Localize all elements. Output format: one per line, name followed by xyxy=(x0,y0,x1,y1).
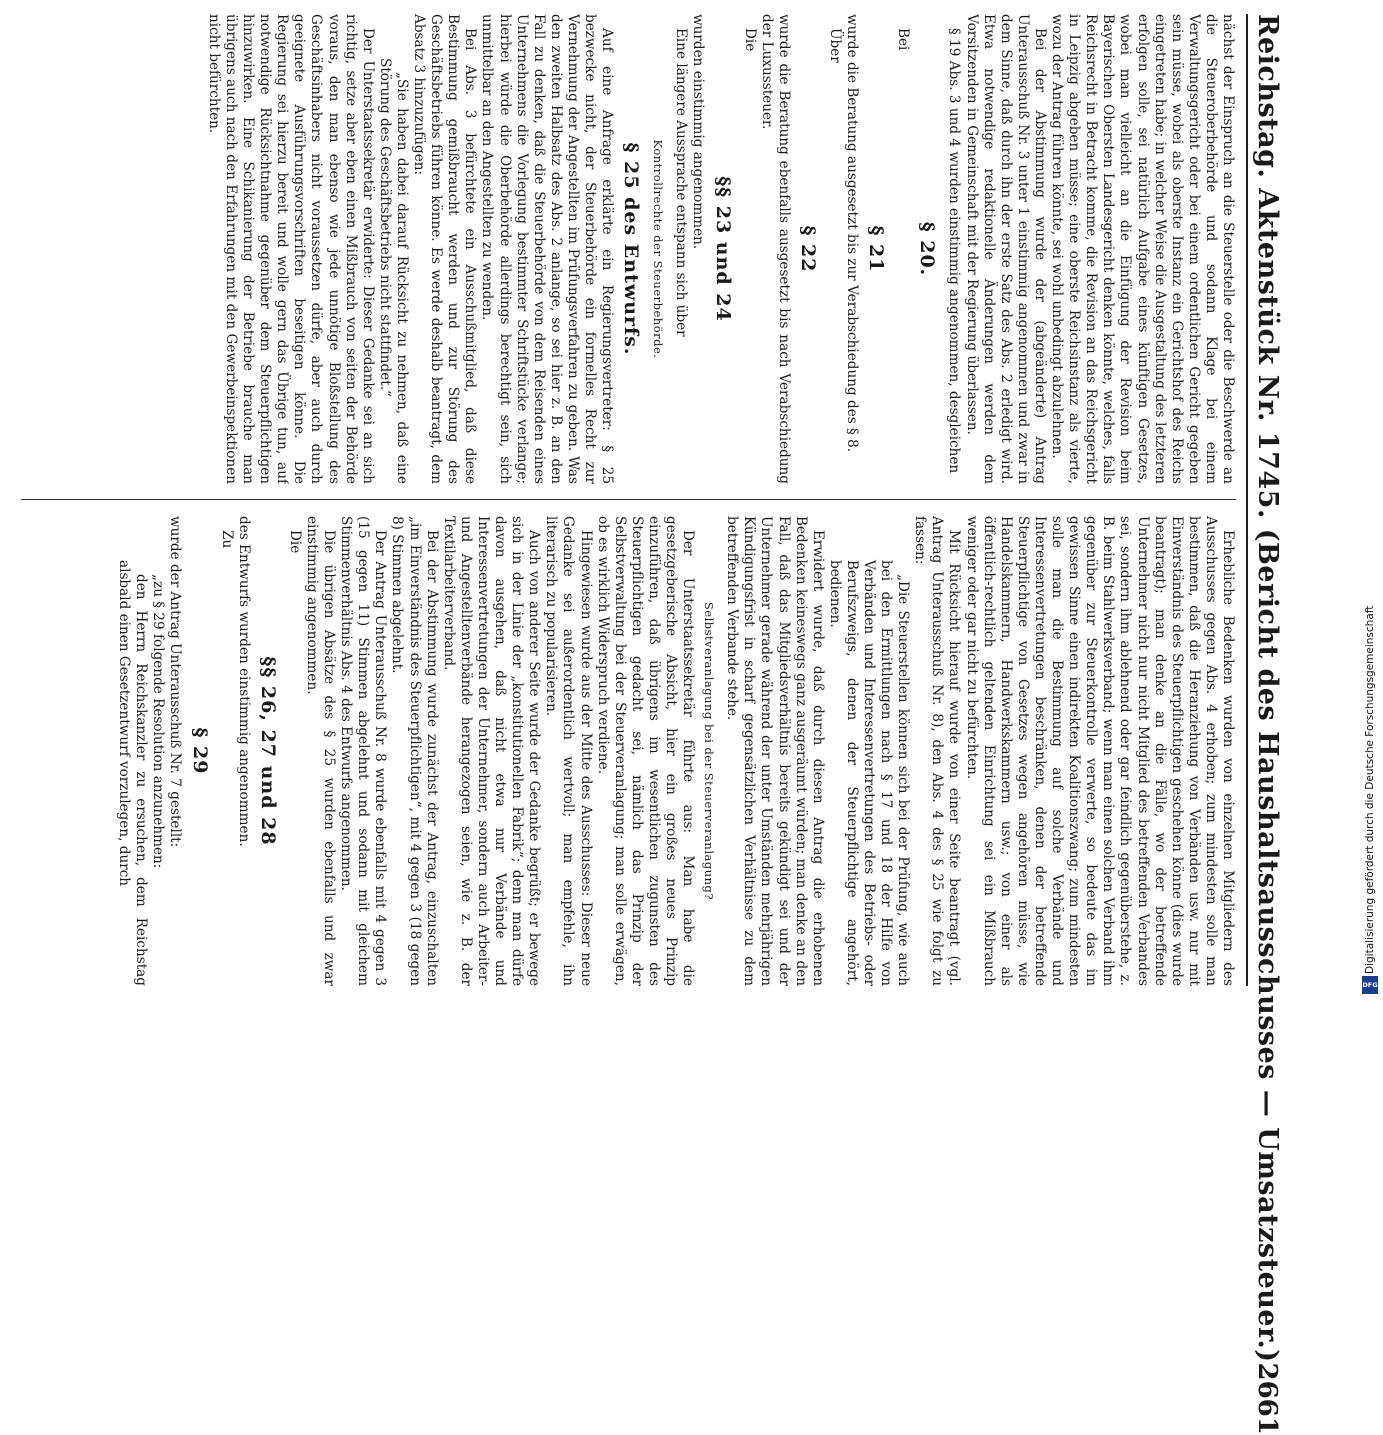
paragraph: Der Unterstaatssekretär führte aus: Man habe die gesetzgeberische Absicht, hier ein großes neues Prinzip einzuführen, daß übrigens im wesentlichen zugunsten des Steuerpflichtigen gedacht sei, nämlich das Prinzip der Selbstverwaltung bei der Steuerveranlagung; man solle erwägen, ob es wirklich Widerspruch verdiene. xyxy=(594,516,697,986)
subsection-heading: Selbstveranlagung bei der Steuerveranlagung? xyxy=(702,601,717,901)
paragraph: Bei xyxy=(895,28,912,51)
column-divider xyxy=(21,499,1236,500)
paragraph: Die xyxy=(741,28,758,52)
paragraph: Auf eine Anfrage erklärte ein Regierungsvertreter: § 25 bezwecke nicht, der Steuerbehörde ein formelles Recht zur Vernehmung der Angestellten im Prüfungsverfahren zu geben. Was den zweiten Halbsatz des Abs. 2 anlange, so sei hier z. B. an den Fall zu denken, daß die Steuerbehörde von dem Reisenden eines Unternehmens die Vorlegung bestimmter Schriftstücke verlange; hierbei würde die Oberbehörde allerdings berechtigt sein, sich unmittelbar an den Angestellten zu wenden. xyxy=(479,14,616,484)
paragraph: Mit Rücksicht hierauf wurde von einer Seite beantragt (vgl. Antrag Unterausschuß Nr. 8), den Abs. 4 des § 25 wie folgt zu fassen: xyxy=(912,516,963,986)
paragraph: Bei Abs. 3 befürchtete ein Ausschußmitglied, daß diese Bestimmung gemißbraucht werden und zur Störung des Geschäftsbetriebs führen könne. Es werde deshalb beantragt, dem Absatz 3 hinzuzufügen: xyxy=(411,14,479,484)
paragraph: Zu xyxy=(218,530,235,549)
quoted-resolution: „zu § 29 folgende Resolution anzunehmen: xyxy=(150,574,167,869)
paragraph: Hingewiesen wurde aus der Mitte des Ausschusses: Dieser neue Gedanke sei außerordentlich wertvoll; man empfehle, ihn literarisch zu popularisieren. xyxy=(543,516,594,986)
paragraph: Die xyxy=(286,530,303,554)
quoted-amendment: „Die Steuerstellen können sich bei der Prüfung, wie auch bei den Ermittlungen nach § 17 und 18 der Hilfe von Verbänden und Interessenvertretungen des Betriebs- oder Berufszweigs, denen der Steuerpflichtige angehört, bedienen. xyxy=(826,560,912,986)
credit-text: Digitalisierung gefördert durch die Deutsche Forschungsgemeinschaft xyxy=(1364,605,1376,974)
paragraph: § 19 Abs. 3 und 4 wurden einstimmig angenommen, desgleichen xyxy=(946,28,963,474)
paragraph: Auch von anderer Seite wurde der Gedanke begrüßt; er bewege sich in der Linie der „konstitutionellen Fabrik“; denn man dürfe davon ausgehen, daß nicht etwa nur Verbände und Interessenvertretungen der Unternehmer, sondern auch Arbeiter- und Angestelltenverbände herangezogen seien, wie z. B. der Textilarbeiterverband. xyxy=(440,516,543,986)
section-heading: § 29 xyxy=(188,727,211,775)
section-heading: §§ 23 und 24 xyxy=(711,176,734,322)
paragraph: wurde die Beratung ausgesetzt bis zur Verabschiedung des § 8. xyxy=(844,14,861,453)
section-heading: § 25 des Entwurfs. xyxy=(620,142,643,356)
section-heading: §§ 26, 27 und 28 xyxy=(256,656,279,846)
paragraph: Über xyxy=(827,28,844,63)
header-title: Reichstag. Aktenstück Nr. 1745. (Bericht des Haushaltsausschusses — Umsatzsteuer.) xyxy=(1252,14,1283,1363)
paragraph: Der Unterstaatssekretär erwiderte: Dieser Gedanke sei an sich richtig, setze aber eben einen Mißbrauch von seiten der Behörde voraus, den man ebenso wie jede unnötige Bloßstellung des Geschäftsinhabers nicht voraussetzen dürfe, aber auch durch geeignete Ausführungsvorschriften beseitigen könne. Die Regierung sei hierzu bereit und wolle gern das Übrige tun, auf notwendige Rücksichtnahme gegenüber dem Steuerpflichtigen hinzuwirken. Eine Schikanierung der Betriebe brauche man übrigens auch nach den Erfahrungen mit den Gewerbeinspektionen nicht befürchten. xyxy=(205,14,376,484)
paragraph: Bei der Abstimmung wurde der (abgeänderte) Antrag Unterausschuß Nr. 3 unter 1 einstimmig angenommen und zwar in dem Sinne, daß durch ihn der erste Satz des Abs. 2 erledigt wird. Etwa notwendige redaktionelle Änderungen werden dem Vorsitzenden in Gemeinschaft mit der Regierung überlassen. xyxy=(963,14,1048,484)
paragraph: Bei der Abstimmung wurde zunächst der Antrag, einzuschalten „im Einverständnis des Steuerpflichtigen“, mit 4 gegen 3 (18 gegen 8) Stimmen abgelehnt. xyxy=(389,516,440,986)
paragraph: Die übrigen Absätze des § 25 wurden ebenfalls und zwar einstimmig angenommen. xyxy=(304,516,338,986)
paragraph: wurden einstimmig angenommen. xyxy=(690,14,707,250)
digitization-credit xyxy=(1362,602,1378,994)
quoted-amendment: „Sie haben dabei darauf Rücksicht zu nehmen, daß eine Störung des Geschäftsbetriebs nicht stattfindet.“ xyxy=(376,58,410,484)
paragraph: Eine längere Aussprache entspann sich über xyxy=(673,28,690,337)
section-heading: § 21 xyxy=(865,225,888,273)
section-heading: § 20. xyxy=(916,221,939,277)
right-column xyxy=(11,516,1236,986)
paragraph: wurde der Antrag Unterausschuß Nr. 7 gestellt: xyxy=(167,516,184,848)
paragraph: nächst der Einspruch an die Steuerstelle oder die Beschwerde an die Steueroberbehörde und sodann Klage bei einem Verwaltungsgericht oder bei einem ordentlichen Gericht gegeben sein müsse, wobei als oberste Instanz ein Gerichtshof des Reichs eingetreten habe; in welcher Weise die Ausgestaltung des letzteren erfolgen solle, sei natürlich Aufgabe eines künftigen Gesetzes, wobei man vielleicht an die Einfügung der Revision beim Bayerischen Obersten Landesgericht denken könnte, welches, falls Reichsrecht in Betracht komme, die Revision an das Reichsgericht in Leipzig abgeben müsse; eine oberste Reichsinstanz als vierte, wozu der Antrag führen könnte, sei wohl unbedingt abzulehnen. xyxy=(1049,14,1236,484)
dfg-logo: DFG xyxy=(1362,976,1378,994)
paragraph: wurde die Beratung ebenfalls ausgesetzt bis nach Verabschiedung der Luxussteuer. xyxy=(758,14,792,484)
paragraph: Erwidert wurde, daß durch diesen Antrag die erhobenen Bedenken keineswegs ganz ausgeräumt würden; man denke an den Fall, daß das Mitgliedsverhältnis bereits gekündigt sei und der Unternehmer gerade während der unter Umständen mehrjährigen Kündigungsfrist in scharf gegensätzlichen Verhältnisse zu dem betreffenden Verbande stehe. xyxy=(724,516,826,986)
left-column xyxy=(11,14,1236,484)
page-number: 2661 xyxy=(1252,1362,1282,1435)
paragraph: Der Antrag Unterausschuß Nr. 8 wurde ebenfalls mit 4 gegen 3 (15 gegen 11) Stimmen abgelehnt und sodann mit gleichem Stimmenverhältnis Abs. 4 des Entwurfs angenommen. xyxy=(338,516,389,986)
subsection-heading: Kontrollrechte der Steuerbehörde. xyxy=(651,139,666,359)
quoted-resolution-continued: den Herrn Reichskanzler zu ersuchen, dem Reichstag alsbald einen Gesetzentwurf vorzulegen, durch xyxy=(116,560,150,986)
section-heading: § 22 xyxy=(796,225,819,273)
paragraph: des Entwurfs wurden einstimmig angenommen. xyxy=(235,516,252,847)
running-header xyxy=(1246,14,1294,1435)
paragraph: Erhebliche Bedenken wurden von einzelnen Mitgliedern des Ausschusses gegen Abs. 4 erhoben; zum mindesten solle man bestimmen, daß die Heranziehung von Verbänden usw. nur mit Einverständnis des Steuerpflichtigen geschehen könne (dies wurde beantragt); man denke an die Fälle, wo der betreffende Unternehmer nicht nur nicht Mitglied des betreffenden Verbandes sei, sondern ihm ablehnend oder gar feindlich gegenüberstehe, z. B. beim Stahlwerksverband; wenn man einen solchen Verband ihm gegenüber zur Steuerkontrolle verwerte, so bedeute das im gewissen Sinne einen indirekten Koalitionszwang; zum mindesten solle man die Bestimmung auf solche Verbände und Interessenvertretungen beschränken, denen der betreffende Steuerpflichtige von Gesetzes wegen angehören müsse, wie Handelskammern, Handwerkskammern usw.; von einer als öffentlich-rechtlich geltenden Einrichtung sei ein Mißbrauch weniger oder gar nicht zu befürchten. xyxy=(963,516,1236,986)
